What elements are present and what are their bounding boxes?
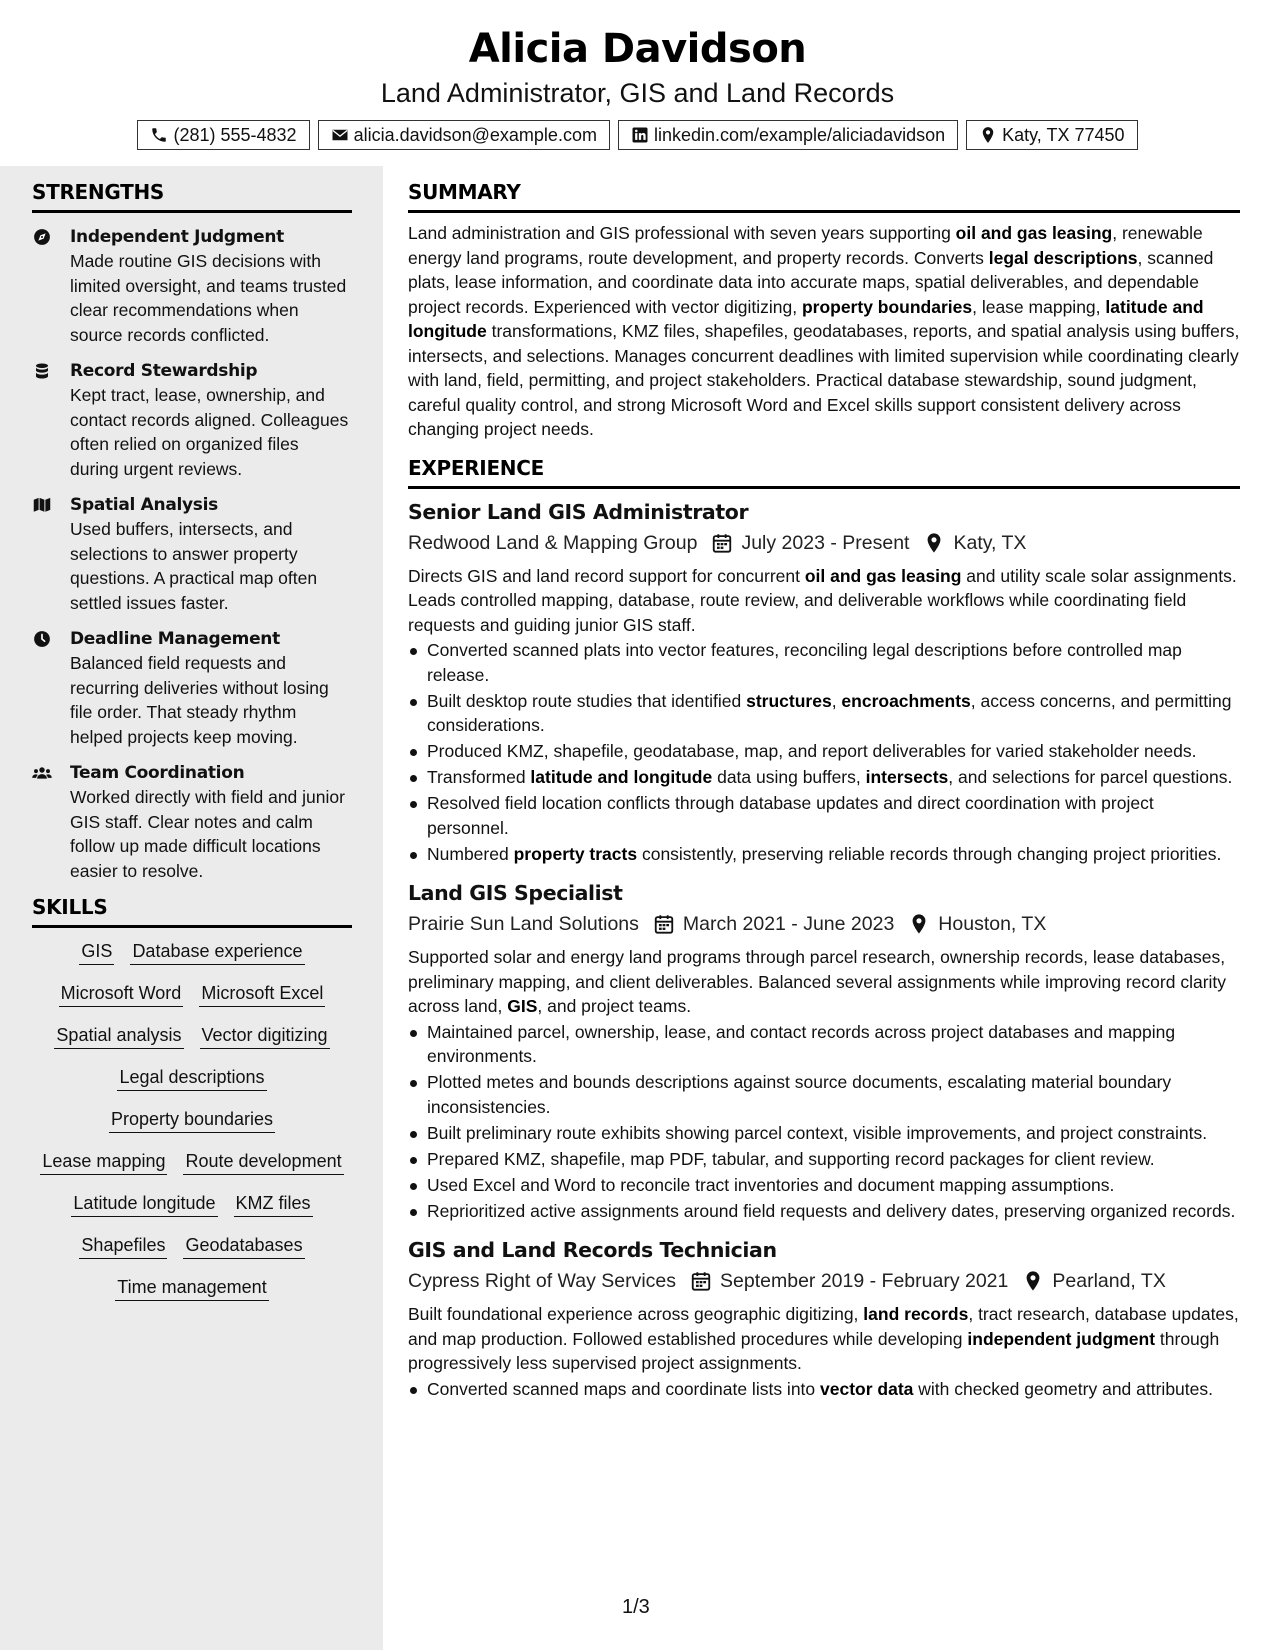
strength-item xyxy=(32,627,352,749)
contact-text: linkedin.com/example/aliciadavidson xyxy=(653,124,946,145)
strength-desc: Used buffers, intersects, and selections to answer property questions. A practical map often settled issues faster. xyxy=(70,519,318,613)
emphasis-text: latitude and longitude xyxy=(408,296,1204,341)
contact-text: (281) 555-4832 xyxy=(173,124,297,145)
resume-header xyxy=(0,0,1275,166)
job-bullet: Built desktop route studies that identified structures, encroachments, access concerns, and permitting considerations. xyxy=(408,689,1240,738)
contact-linkedin[interactable] xyxy=(618,120,958,150)
job-bullet: Converted scanned plats into vector features, reconciling legal descriptions before controlled map release. xyxy=(408,638,1240,687)
page-number: 1/3 xyxy=(622,1596,650,1618)
emphasis-text: property tracts xyxy=(513,843,638,864)
job-bullet: Numbered property tracts consistently, preserving reliable records through changing project priorities. xyxy=(408,842,1240,867)
skill-tag: Microsoft Word xyxy=(59,980,184,1007)
clock-icon xyxy=(32,627,70,749)
skill-tag: Property boundaries xyxy=(109,1106,275,1133)
calendar-icon xyxy=(653,913,675,935)
job-description: Directs GIS and land record support for concurrent oil and gas leasing and utility scale solar assignments. Leads controlled mapping, database, route review, and deliverable workflows while coordinating field requests and guiding junior GIS staff. xyxy=(408,565,1237,635)
strength-desc: Worked directly with field and junior GIS staff. Clear notes and calm follow up made difficult locations easier to resolve. xyxy=(70,787,345,881)
users-icon xyxy=(32,761,70,883)
job-bullet: Converted scanned maps and coordinate lists into vector data with checked geometry and attributes. xyxy=(408,1377,1240,1402)
strength-item xyxy=(32,225,352,347)
emphasis-text: legal descriptions xyxy=(988,247,1138,268)
compass-icon xyxy=(32,225,70,347)
emphasis-text: intersects xyxy=(865,767,949,787)
job-meta xyxy=(408,909,1240,939)
main-content xyxy=(408,166,1240,1403)
map-pin-icon xyxy=(1022,1270,1044,1292)
emphasis-text: land records xyxy=(863,1304,969,1324)
job-bullets xyxy=(408,1377,1240,1402)
strength-title: Deadline Management xyxy=(70,629,280,649)
phone-icon xyxy=(150,126,168,144)
job-company: Cypress Right of Way Services xyxy=(408,1270,677,1292)
strength-title: Spatial Analysis xyxy=(70,495,218,515)
job-location: Houston, TX xyxy=(938,913,1047,935)
job-description: Supported solar and energy land programs through parcel research, ownership records, lease databases, preliminary mapping, and client deliverables. Balanced several assignments while improving record clarity across land, GIS, and project teams. xyxy=(408,947,1227,1016)
emphasis-text: latitude and longitude xyxy=(530,767,713,787)
emphasis-text: structures xyxy=(746,690,832,711)
job-bullets xyxy=(408,1020,1240,1224)
database-icon xyxy=(32,359,70,481)
job-title: Senior Land GIS Administrator xyxy=(408,499,749,524)
job-bullet: Built preliminary route exhibits showing parcel context, visible improvements, and project constraints. xyxy=(408,1121,1240,1146)
job-dates: September 2019 - February 2021 xyxy=(720,1270,1009,1292)
map-pin-icon xyxy=(908,913,930,935)
job-bullet: Resolved field location conflicts through database updates and direct coordination with project personnel. xyxy=(408,791,1240,840)
experience-heading: EXPERIENCE xyxy=(408,456,1240,489)
job-description: Built foundational experience across geographic digitizing, land records, tract research, database updates, and map production. Followed established procedures while developing independent judgment through progressively less supervised project assignments. xyxy=(408,1304,1239,1373)
job-title: GIS and Land Records Technician xyxy=(408,1238,777,1262)
skill-tag: Legal descriptions xyxy=(117,1064,266,1091)
job-bullet: Reprioritized active assignments around field requests and delivery dates, preserving organized records. xyxy=(408,1199,1240,1224)
linkedin-icon xyxy=(631,126,649,144)
skill-tag: KMZ files xyxy=(234,1190,313,1217)
job-company: Prairie Sun Land Solutions xyxy=(408,913,639,935)
strength-title: Record Stewardship xyxy=(70,361,258,381)
skill-tag: Route development xyxy=(183,1148,343,1175)
contact-location xyxy=(966,120,1137,150)
contact-email[interactable] xyxy=(318,120,610,150)
emphasis-text: oil and gas leasing xyxy=(804,565,962,586)
strength-item xyxy=(32,493,352,615)
job-company: Redwood Land & Mapping Group xyxy=(408,531,698,554)
contact-text: Katy, TX 77450 xyxy=(1002,124,1125,145)
skill-tag: Geodatabases xyxy=(183,1232,304,1259)
skills-list xyxy=(32,938,352,1301)
map-icon xyxy=(32,493,70,615)
job-title: Land GIS Specialist xyxy=(408,881,623,905)
envelope-icon xyxy=(331,126,349,144)
skill-tag: Microsoft Excel xyxy=(199,980,325,1007)
strengths-heading: STRENGTHS xyxy=(32,180,352,213)
emphasis-text: vector data xyxy=(820,1378,914,1399)
contact-phone xyxy=(137,120,309,150)
job-bullet: Transformed latitude and longitude data using buffers, intersects, and selections for parcel questions. xyxy=(408,765,1240,790)
emphasis-text: independent judgment xyxy=(967,1328,1156,1349)
job-entry xyxy=(408,1235,1240,1401)
strength-title: Team Coordination xyxy=(70,763,245,783)
job-meta xyxy=(408,528,1240,558)
job-location: Katy, TX xyxy=(953,531,1027,554)
job-dates: March 2021 - June 2023 xyxy=(682,913,895,935)
summary-heading: SUMMARY xyxy=(408,180,1240,213)
skill-tag: Shapefiles xyxy=(79,1232,167,1259)
contact-bar xyxy=(0,120,1275,150)
experience-list xyxy=(408,497,1240,1402)
job-bullet: Maintained parcel, ownership, lease, and contact records across project databases and mapping environments. xyxy=(408,1020,1240,1069)
job-bullet: Prepared KMZ, shapefile, map PDF, tabular, and supporting record packages for client review. xyxy=(408,1147,1240,1172)
calendar-icon xyxy=(711,532,733,554)
contact-text: alicia.davidson@example.com xyxy=(353,124,597,145)
skills-heading: SKILLS xyxy=(32,895,352,928)
map-pin-icon xyxy=(979,126,997,144)
strength-item xyxy=(32,359,352,481)
emphasis-text: encroachments xyxy=(841,690,971,711)
job-location: Pearland, TX xyxy=(1052,1270,1166,1292)
strength-desc: Kept tract, lease, ownership, and contact records aligned. Colleagues often relied on organized files during urgent reviews. xyxy=(70,385,349,479)
skill-tag: Lease mapping xyxy=(40,1148,167,1175)
summary-text: Land administration and GIS professional with seven years supporting oil and gas leasing, renewable energy land programs, route development, and property records. Converts legal descriptions, scanned plats, lease information, and coordinate data into accurate maps, spatial deliverables, and dependable project records. Experienced with vector digitizing, property boundaries, lease mapping, latitude and longitude transformations, KMZ files, shapefiles, geodatabases, reports, and spatial analysis using buffers, intersects, and selections. Manages concurrent deadlines with limited supervision while coordinating clearly with land, field, permitting, and project stakeholders. Practical database stewardship, sound judgment, careful quality control, and strong Microsoft Word and Excel skills support consistent delivery across changing project needs. xyxy=(408,223,1240,439)
emphasis-text: oil and gas leasing xyxy=(955,223,1113,243)
skill-tag: Database experience xyxy=(130,938,304,965)
emphasis-text: property boundaries xyxy=(801,296,973,317)
skill-tag: Vector digitizing xyxy=(200,1022,330,1049)
strengths-list xyxy=(32,225,352,883)
job-entry xyxy=(408,878,1240,1223)
emphasis-text: GIS xyxy=(507,996,538,1016)
skill-tag: Time management xyxy=(115,1274,268,1301)
skill-tag: Latitude longitude xyxy=(71,1190,217,1217)
job-entry xyxy=(408,497,1240,867)
job-bullet: Produced KMZ, shapefile, geodatabase, map, and report deliverables for varied stakeholder needs. xyxy=(408,739,1240,764)
skill-tag: GIS xyxy=(79,938,114,965)
candidate-name: Alicia Davidson xyxy=(468,26,807,72)
job-dates: July 2023 - Present xyxy=(741,531,910,554)
calendar-icon xyxy=(690,1270,712,1292)
sidebar xyxy=(0,166,383,1650)
candidate-title: Land Administrator, GIS and Land Records xyxy=(380,78,895,108)
strength-desc: Balanced field requests and recurring deliveries without losing file order. That steady rhythm helped projects keep moving. xyxy=(70,653,329,747)
skill-tag: Spatial analysis xyxy=(54,1022,183,1049)
job-bullet: Used Excel and Word to reconcile tract inventories and document mapping assumptions. xyxy=(408,1173,1240,1198)
job-meta xyxy=(408,1266,1240,1296)
map-pin-icon xyxy=(923,532,945,554)
strength-desc: Made routine GIS decisions with limited oversight, and teams trusted clear recommendations when source records conflicted. xyxy=(70,251,347,345)
job-bullet: Plotted metes and bounds descriptions against source documents, escalating material boundary inconsistencies. xyxy=(408,1070,1240,1119)
strength-title: Independent Judgment xyxy=(70,227,285,247)
strength-item xyxy=(32,761,352,883)
job-bullets xyxy=(408,638,1240,866)
